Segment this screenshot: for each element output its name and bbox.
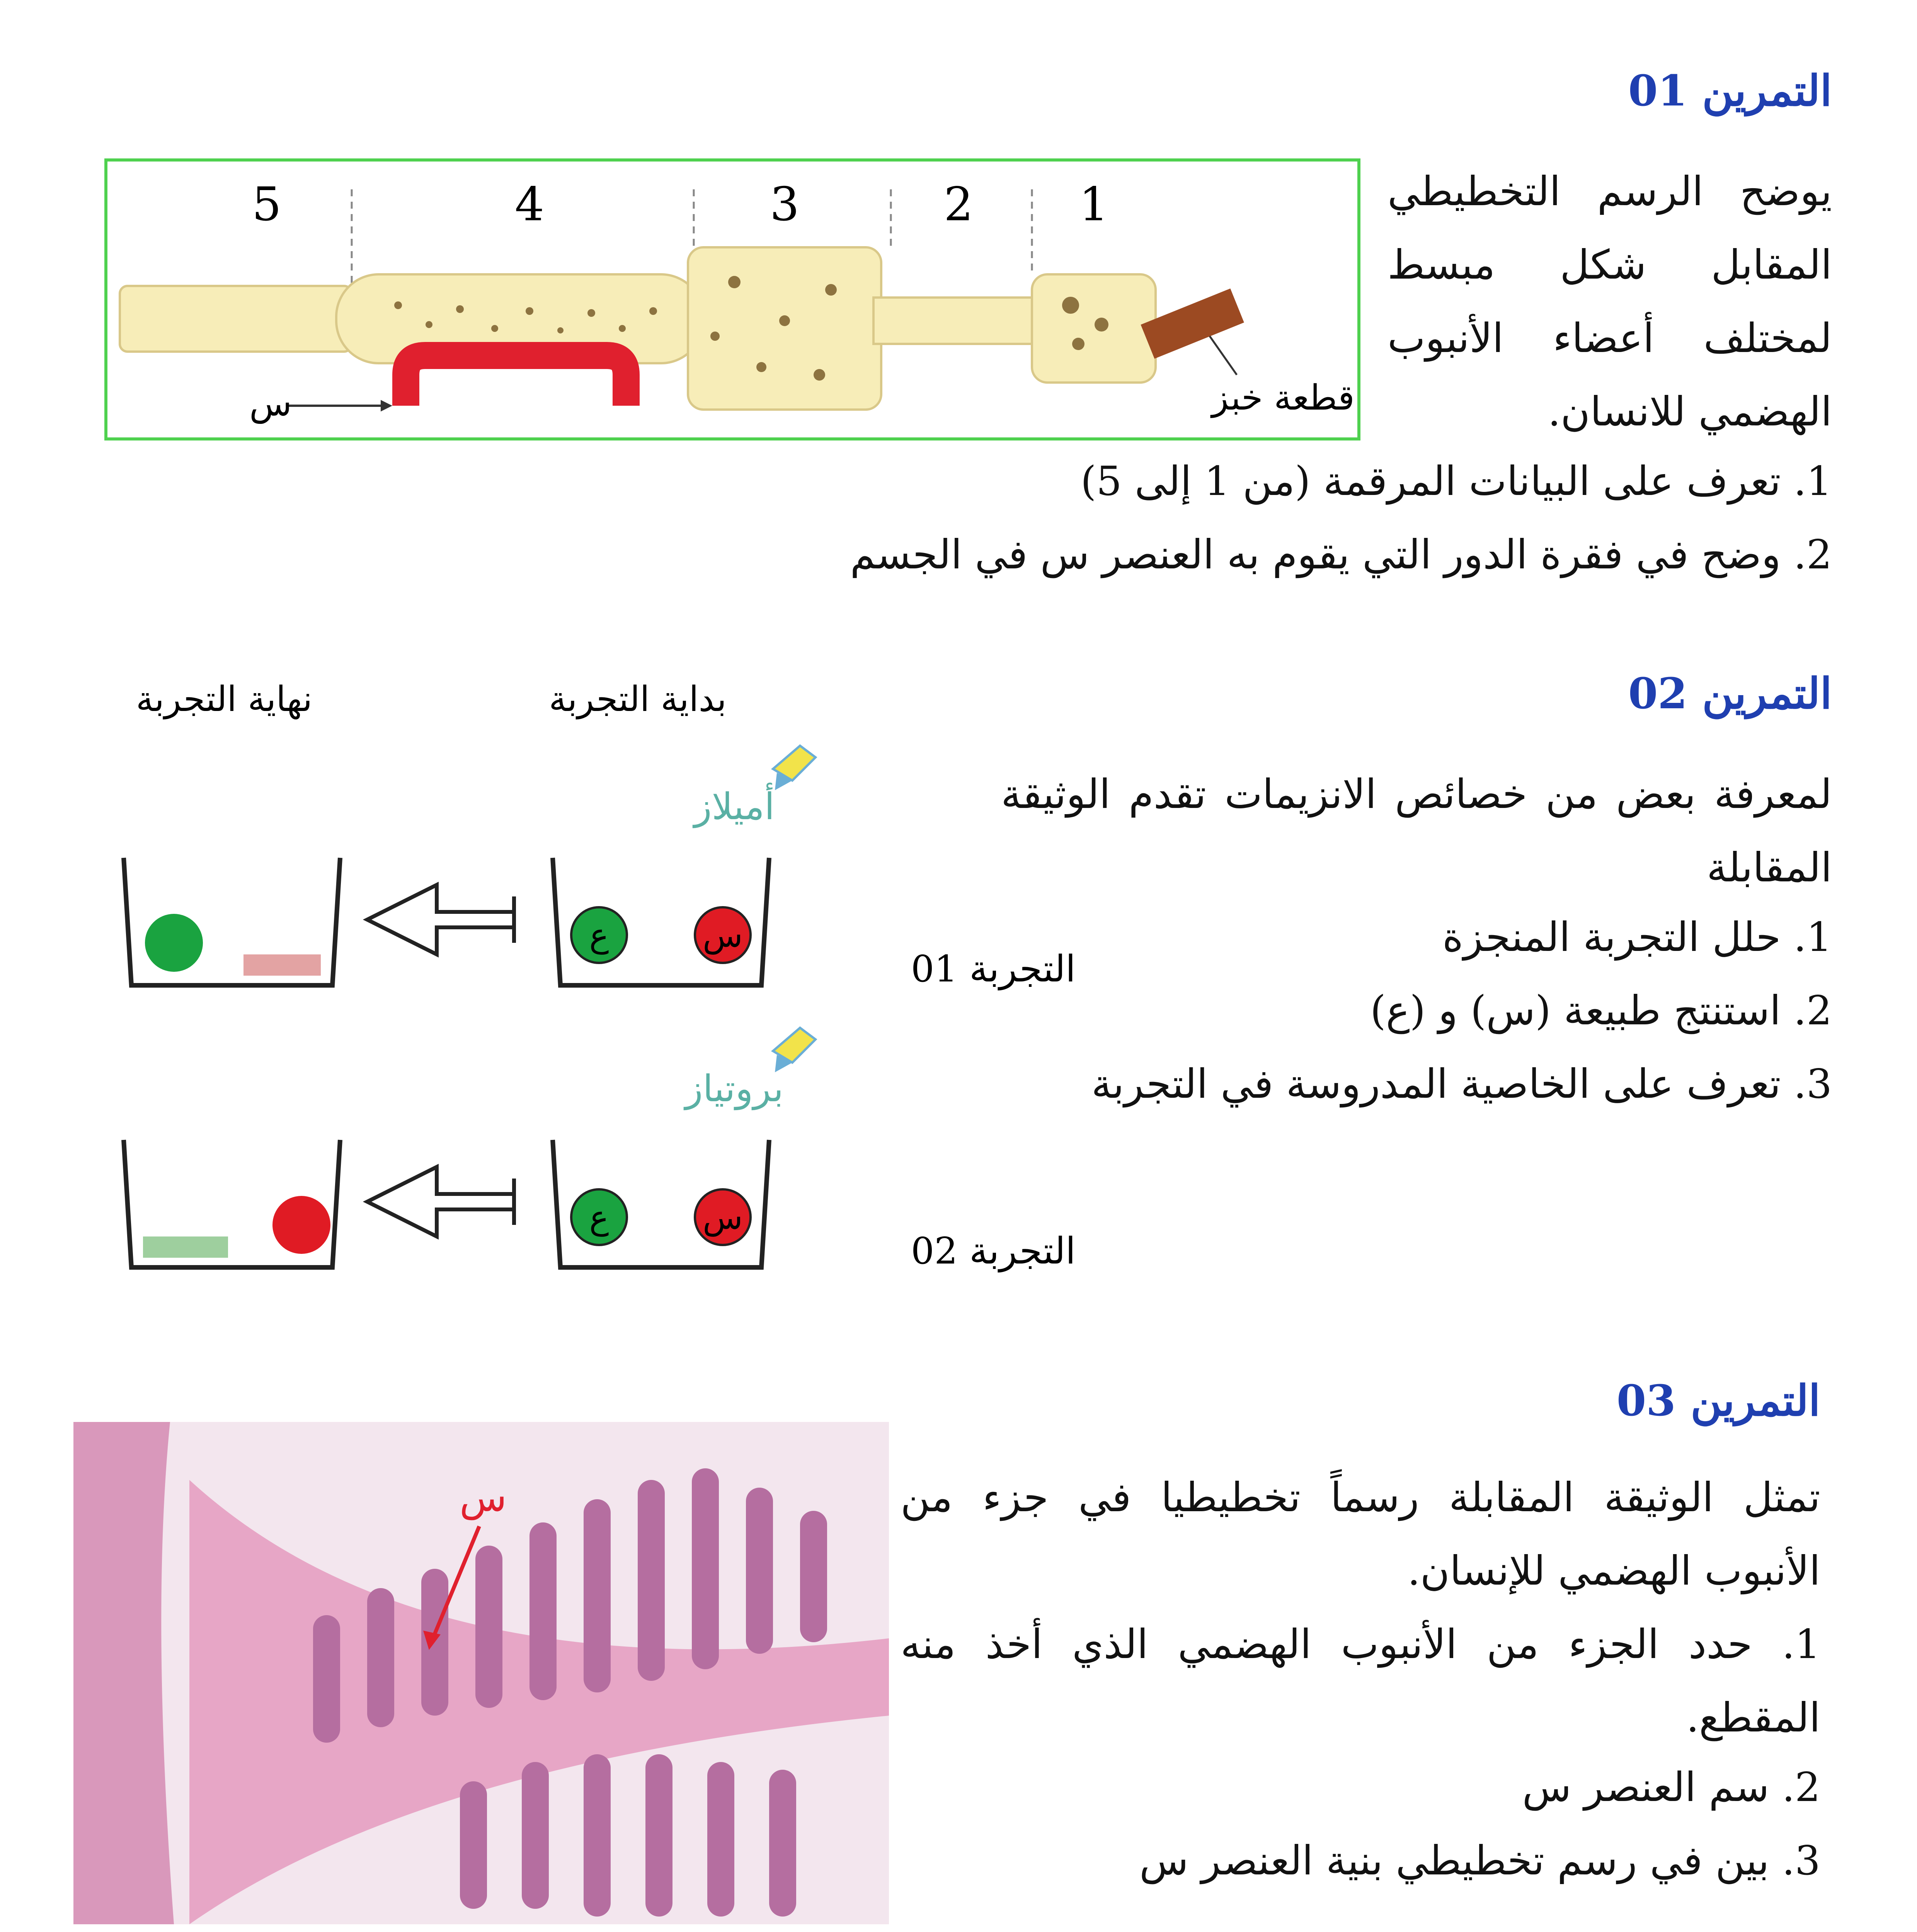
label-2: 2	[943, 178, 974, 231]
enzyme-protease: بروتياز	[685, 1068, 784, 1110]
exercise-2-paragraph: لمعرفة بعض من خصائص الانزيمات تقدم الوثيقة المقابلة	[1001, 770, 1832, 891]
exercise-1-question-1: 1. تعرف على البيانات المرقمة (من 1 إلى 5)	[1080, 457, 1832, 505]
exercise-2-question-1: 1. حلل التجربة المنجزة	[1442, 913, 1832, 961]
label-x: س	[249, 383, 292, 424]
exercise-3-question-3: 3. بين في رسم تخطيطي بنية العنصر س	[1139, 1837, 1820, 1884]
header-end: نهاية التجربة	[136, 679, 313, 719]
digested-a-2	[143, 1236, 228, 1258]
exercise-3-question-2: 2. سم العنصر س	[1522, 1764, 1820, 1811]
header-start: بداية التجربة	[549, 679, 727, 719]
svg-text:ع: ع	[589, 917, 609, 955]
svg-text:ع: ع	[589, 1199, 609, 1237]
enzyme-amylase: أميلاز	[694, 786, 775, 828]
exercise-2-question-2: 2. استنتج طبيعة (س) و (ع)	[1370, 987, 1832, 1034]
enzyme-experiment-figure	[97, 657, 1076, 1294]
svg-text:س: س	[703, 1199, 743, 1237]
svg-text:س: س	[703, 917, 743, 955]
ball-a-1-end	[145, 914, 203, 972]
exercise-1-title: التمرين 01	[1628, 66, 1832, 116]
exercise-3-title: التمرين 03	[1616, 1376, 1820, 1425]
ball-s-2-end	[272, 1196, 330, 1254]
exercise-3-question-1: 1. حدد الجزء من الأنبوب الهضمي الذي أخذ منه المقطع.	[901, 1621, 1820, 1741]
exp2-label: التجربة 02	[911, 1230, 1076, 1272]
digestive-tract-figure	[104, 158, 1360, 440]
label-1: 1	[1079, 178, 1109, 231]
intestine-section-photo	[73, 1422, 889, 1924]
label-x: س	[459, 1475, 507, 1520]
label-bread: قطعة خبز	[1212, 378, 1355, 418]
label-4: 4	[514, 178, 545, 231]
exercise-2-title: التمرين 02	[1628, 668, 1832, 718]
exercise-2-question-3: 3. تعرف على الخاصية المدروسة في التجربة	[1091, 1060, 1832, 1107]
exp1-label: التجربة 01	[911, 948, 1076, 990]
exercise-3-paragraph: تمثل الوثيقة المقابلة رسماً تخطيطيا في جزء من الأنبوب الهضمي للإنسان.	[901, 1474, 1820, 1594]
label-3: 3	[770, 178, 800, 231]
digested-s-1	[243, 954, 321, 976]
exercise-1-question-2: 2. وضح في فقرة الدور التي يقوم به العنصر س في الجسم	[850, 531, 1832, 578]
label-5: 5	[252, 178, 282, 231]
exercise-1-paragraph: يوضح الرسم التخطيطي المقابل شكل مبسط لمختلف أعضاء الأنبوب الهضمي للانسان.	[1388, 168, 1832, 435]
